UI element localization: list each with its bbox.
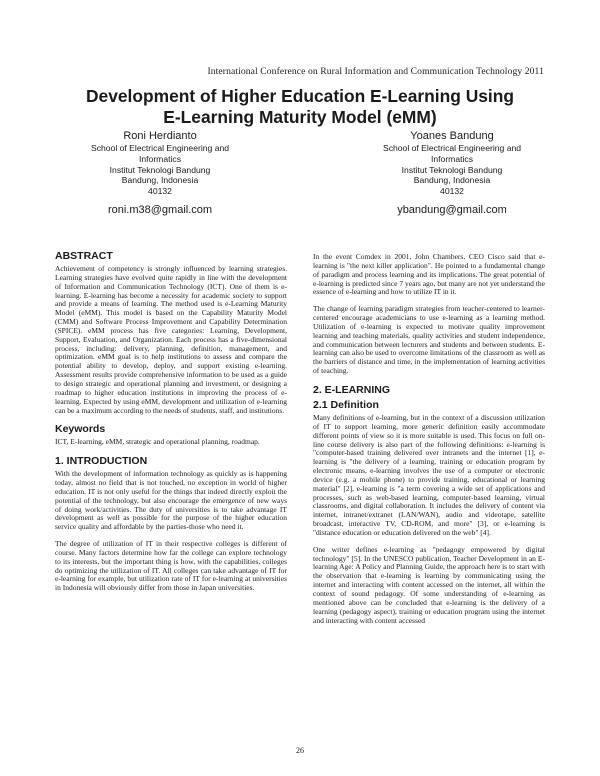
title-line-2: E-Learning Maturity Model (eMM) <box>163 107 437 127</box>
affiliation-line: Bandung, Indonesia <box>121 175 199 186</box>
elearning-heading: 2. E-LEARNING <box>313 383 391 396</box>
definition-heading: 2.1 Definition <box>313 398 379 411</box>
affiliation-line: Informatics <box>430 153 474 164</box>
title-line-1: Development of Higher Education E-Learning Using <box>85 86 515 106</box>
author-email[interactable]: ybandung@gmail.com <box>397 203 507 216</box>
definition-paragraph-2: One writer defines e-learning as "pedagogy empowered by digital technology" [5]. In the UNESCO publication, Teacher Development in an E-learning Age: A Policy and Planning Guide, the approach here is to start with the observation that e-learning is learning by communicating using the internet and interacting with content accessed on the internet, all within the context of sound pedagogy. Of some understanding of e-learning as mentioned above can be concluded that e-learning is the delivery of a learning (pedagogy aspect), training or education program using the internet and interacting with content accessed <box>313 544 545 625</box>
affiliation-line: Informatics <box>138 153 182 164</box>
page-number: 26 <box>296 746 304 755</box>
affiliation-line: Institut Teknologi Bandung <box>109 164 211 175</box>
introduction-heading: 1. INTRODUCTION <box>55 455 148 468</box>
paper-title <box>40 86 560 128</box>
abstract-heading: ABSTRACT <box>55 250 113 262</box>
conference-header: International Conference on Rural Information and Communication Technology 2011 <box>207 66 544 77</box>
affiliation-line: School of Electrical Engineering and <box>382 143 522 153</box>
author-email[interactable]: roni.m38@gmail.com <box>107 203 213 216</box>
author-name: Roni Herdianto <box>123 130 197 142</box>
left-column <box>55 250 287 601</box>
keywords-text: ICT, E-learning, eMM, strategic and operational planning, roadmap. <box>55 437 260 447</box>
abstract-text: Achievement of competency is strongly influenced by learning strategies. Learning strategies have evolved quite rapidly in line with the development of Information and Communication Technology (ICT). One of them is e-learning. E-learning has become a necessity for academic society to support and provide a means of learning. The method used is e-Learning Maturity Model (eMM). This model is based on the Capability Maturity Model (CMM) and Software Process Improvement and Capability Determination (SPICE). eMM process has five categories: Learning, Development, Support, Evaluation, and Organization. Each process has a five-dimensional process, including: delivery, planning, definition, management, and optimization. eMM goal is to help institutions to assess and compare the potential ability to develop, deploy, and support existing e-learning. Assessment results provide comprehensive information to be used as a guide to design strategic and operational planning and investment, or designing a roadmap to higher education institutions in improving the process of e-learning. Expected by using eMM, development and utilization of e-learning can be a maximum according to the needs of students, staff, and institutions. <box>55 264 287 415</box>
affiliation-line: 40132 <box>148 186 172 197</box>
right-paragraph-1: In the event Comdex in 2001, John Chambers, CEO Cisco said that e-learning is "the next killer application". He pointed to a fundamental change of paradigm and process learning and its implications. The great potential of e-learning is predicted since 7 years ago, but many are not yet understand the essence of e-learning and how to utilize IT in it. <box>313 252 545 297</box>
affiliation-line: School of Electrical Engineering and <box>90 143 230 153</box>
author-name: Yoanes Bandung <box>410 130 494 142</box>
affiliation-line: Bandung, Indonesia <box>413 175 491 186</box>
author-block-2 <box>332 129 572 217</box>
affiliation-line: Institut Teknologi Bandung <box>401 164 503 175</box>
author-block-1 <box>40 129 280 217</box>
affiliation-line: 40132 <box>440 186 464 197</box>
right-column <box>313 253 545 633</box>
introduction-paragraph-1: With the development of information technology as quickly as is happening today, almost no field that is not touched, no exception in world of higher education. IT is not only useful for the things that indeed directly exploit the potential of the technology, but also encourage the emergence of new ways of doing work/activities. The duty of universities is to take advantage IT development as well as possible for the purpose of the higher education service quality and affordable by the parties-those who need it. <box>55 469 287 532</box>
author-affiliation <box>332 143 572 197</box>
author-affiliation <box>40 143 280 197</box>
keywords-heading: Keywords <box>55 423 106 436</box>
right-paragraph-2: The change of learning paradigm strategies from teacher-centered to learner-centered encourage academicians to use e-learning as a learning method. Utilization of e-learning is expected to motivate quality improvement learning and teaching materials, quality activities and student independence, and communication between lecturers and students and between students. E-learning can also be used to overcome limitations of the classroom as well as the barriers of distance and time, in the implementation of learning activities of teaching. <box>313 304 545 376</box>
introduction-paragraph-2: The degree of utilization of IT in their respective colleges is different of course. Many factors determine how far the college can explore technology to its interests, but the important thing is how, with the capabilities, colleges do optimizing the utilization of IT. All colleges can take advantage of IT for e-learning for example, but utilization rate of IT for e-learning at universities in Indonesia will obviously differ from those in Japan universities. <box>55 539 287 593</box>
definition-paragraph: Many definitions of e-learning, but in the context of a discussion utilization of IT to support learning, more generic definition easily accommodate different points of view so it is more suitable is used. This focus on full on-line course delivery is also part of the following definitions: e-learning is "computer-based training delivered over intranets and the internet [1], e-learning is "the delivery of a learning, training or education program by electronic means, e-learning involves the use of a computer or electronic device (e.g. a mobile phone) to provide training, educational or learning material" [2], e-learning is "a term covering a wide set of applications and processes, such as web-based learning, computer-based learning, virtual classrooms, and digital collaboration. It includes the delivery of content via internet, intranet/extranet (LAN/WAN), audio and videotape, satellite broadcast, interactive TV, CD-ROM, and more" [3], or e-learning is "distance education or education delivered on the web" [4]. <box>313 412 545 537</box>
